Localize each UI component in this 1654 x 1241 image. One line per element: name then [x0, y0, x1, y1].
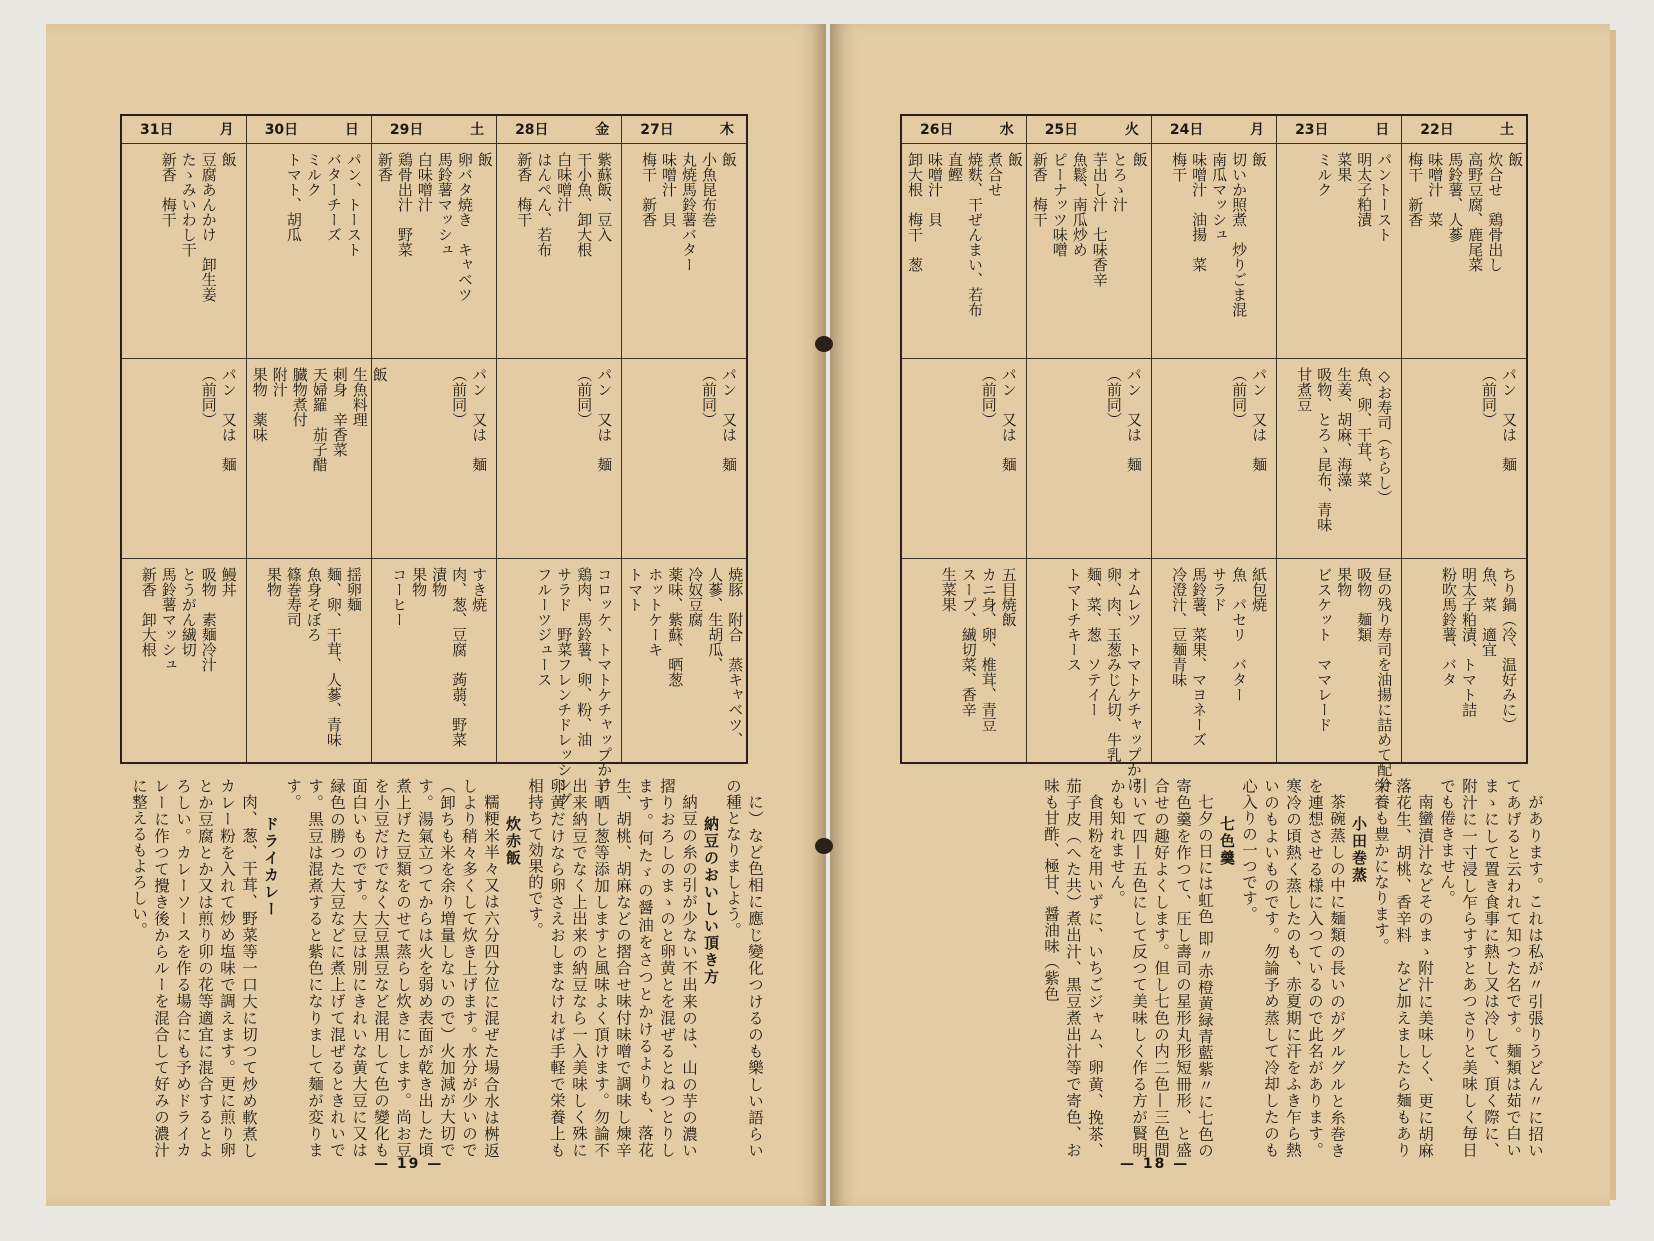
- section-heading: 炊赤飯: [504, 815, 522, 867]
- dinner-row: [121, 558, 747, 763]
- right-page: [830, 24, 1610, 1206]
- lunch-cell: [622, 358, 747, 558]
- menu-text: パン 又は 麺 （前同）: [1104, 366, 1143, 472]
- date-label: 24日: [1169, 122, 1204, 139]
- dinner-cell: [1402, 558, 1527, 763]
- menu-text: オムレツ トマトケチャップかけ 卵、肉、玉葱みじん切、牛乳 麺、菜、葱 ソテイー トマトチキース: [1064, 566, 1143, 792]
- menu-text: パン、トースト バターチーズ ミルク トマト、胡瓜: [284, 151, 363, 257]
- menu-text: 飯 豆腐あんかけ 卸生姜 たゝみいわし干 新香 梅干: [159, 151, 238, 302]
- section-heading: 七色羹: [1218, 815, 1236, 867]
- paragraph: 茶碗蒸しの中に麺類の長いのがグルグルと糸巻きを連想させる様に入つているので此名があります。寒冷の頃熱く蒸したのも、赤夏期に汗をふき乍ら熱いのもよいものです。勿論予め蒸して冷却したのも心入りの一つです。: [1240, 778, 1346, 1158]
- section-heading: 納豆のおいしい頂き方: [702, 815, 720, 986]
- menu-text: パン 又は 麺 （前同）: [1230, 366, 1269, 472]
- breakfast-cell: [1151, 143, 1276, 358]
- menu-text: パン 又は 麺 （前同）: [700, 366, 738, 472]
- lunch-cell: [371, 358, 496, 558]
- weekday-label: 日: [1375, 122, 1390, 139]
- date-header: [246, 115, 371, 143]
- lunch-cell: [1151, 358, 1276, 558]
- menu-text: 鰻丼 吸物 素麺冷汁 とうがん繊切 馬鈴薯マッシュ 新香 卸大根: [139, 566, 238, 672]
- paragraph: 七夕の日には虹色 即〃赤橙黄緑青藍紫〃に七色の寄色羹を作つて、圧し壽司の星形丸形短冊形、と盛合せの趣好よくします。但し七色の内二色—三色間引いて四—五色にして反つて美味しく作る方が賢明かも知れません。: [1108, 778, 1214, 1158]
- left-page: [46, 24, 826, 1206]
- weekday-label: 水: [999, 122, 1014, 139]
- breakfast-cell: [497, 143, 622, 358]
- breakfast-cell: [1026, 143, 1151, 358]
- date-label: 30日: [264, 122, 299, 139]
- weekday-label: 火: [1124, 122, 1139, 139]
- menu-text: ◇お寿司（ちらし） 魚、卵、干茸、菜 生姜、胡麻、海藻 吸物、とろゝ昆布、青味 甘煮豆: [1295, 366, 1394, 532]
- date-label: 26日: [920, 122, 954, 139]
- weekday-label: 日: [344, 122, 359, 139]
- menu-text: すき焼 肉、葱、豆腐 蒟蒻、野菜 漬物 果物 コーヒー: [390, 566, 489, 747]
- binding-hole: [815, 336, 833, 352]
- menu-text: パントースト 明太子粕漬 菜果 ミルク: [1315, 151, 1394, 242]
- dinner-row: [901, 558, 1527, 763]
- menu-text: コロッケ、トマトケチャップかけ 鶏肉、馬鈴薯、卵、粉、油 サラド 野菜フレンチドレッシング フルーツジュース: [535, 566, 614, 807]
- breakfast-cell: [371, 143, 496, 358]
- section-heading: 小田巻蒸: [1350, 815, 1368, 884]
- dinner-cell: [1151, 558, 1276, 763]
- breakfast-row: [901, 143, 1527, 358]
- section-heading: ドライカレー: [262, 815, 280, 918]
- menu-text: パン 又は 麺 （前同）: [199, 366, 238, 472]
- menu-text: パン 又は 麺 （前同）: [450, 366, 489, 472]
- paragraph: 食用粉を用いずに、いちごジャム、卵黄、挽茶、茄子皮（へた共）煮出汁、黒豆煮出汁等で寄色、お味も甘酢、極甘、醤油味（紫色: [1042, 778, 1104, 1158]
- paragraph: 納豆の糸の引が少ない不出来のは、山の芋の濃い摺りおろしのまゝのと卵黄とを混ぜるとねつとりします。何たゞの醤油をさつとかけるよりも、落花生、胡桃、胡麻などの摺合せ味付味噌で調味し煉辛子晒し葱等添加しますと風味よく頂けます。勿論不出来納豆でなく上出来の納豆なら一入美味しく殊に卵黄だけなら卵さえおしまなければ手軽で栄養上も相持ちて効果的です。: [526, 778, 698, 1158]
- menu-text: パン 又は 麺 （前同）: [979, 366, 1018, 472]
- lunch-cell: [901, 358, 1026, 558]
- dinner-cell: [246, 558, 371, 763]
- weekday-label: 木: [720, 122, 734, 139]
- paragraph: 糯粳米半々又は六分四分位に混ぜた場合水は桝返しより稍々多くして炊き上げます。水分が少いので（卸ちも米を余り増量しないので）火加減が大切です。湯氣立つてからは火を弱め表面が乾き出した頃煮上げた豆類をのせて蒸らし炊きにします。尚お豆を小豆だけでなく大豆黒豆など混用して色の變化も面白いものです。大豆は別にきれいな黄大豆に又は緑色の勝つた大豆などに煮上げて混ぜるときれいです。黒豆は混煮すると紫色になりまして麺が変ります。: [284, 778, 500, 1158]
- date-label: 31日: [140, 122, 174, 139]
- paragraph: 南蠻漬汁などそのまゝ附汁に美味しく、更に胡麻落花生、胡桃、香辛料 など加えましたら麺もあり栄養も豊かになります。: [1372, 778, 1434, 1158]
- menu-text: 飯 煮合せ 焼麩、干ぜんまい、若布 直鰹 味噌汁 貝 卸大根 梅干 葱: [906, 151, 1024, 317]
- breakfast-cell: [901, 143, 1026, 358]
- breakfast-row: [121, 143, 747, 358]
- lunch-cell: [1026, 358, 1151, 558]
- paragraph: に）など色相に應じ變化つけるのも樂しい語らいの種となりましよう。: [724, 778, 764, 1158]
- date-label: 25日: [1044, 122, 1079, 139]
- dinner-cell: [371, 558, 496, 763]
- page-number: — 18 —: [1120, 1156, 1190, 1172]
- menu-text: 飯 炊合せ 鶏骨出し 高野豆腐、鹿尾菜 馬鈴薯、人蔘 味噌汁 菜 梅干 新香: [1406, 151, 1525, 272]
- weekday-label: 土: [1500, 122, 1514, 139]
- page-number: — 19 —: [374, 1156, 444, 1172]
- date-header: [1402, 115, 1527, 143]
- lunch-row: [901, 358, 1527, 558]
- lunch-cell: [1277, 358, 1402, 558]
- menu-text: 紫蘇飯、豆入 干小魚、卸大根 白味噌汁 はんぺん、若布 新香 梅干: [515, 151, 614, 257]
- recipe-text-right: [878, 778, 1546, 1158]
- menu-text: 紙包焼 魚 パセリ バター サラド 馬鈴薯、菜果、マヨネーズ 冷澄汁、豆麺青味: [1170, 566, 1269, 747]
- menu-table-right: [900, 114, 1528, 792]
- weekday-label: 月: [219, 122, 234, 139]
- menu-text: 飯 小魚昆布巻 丸焼馬鈴薯バター 味噌汁 貝 梅干 新香: [640, 151, 738, 272]
- menu-header-row: [121, 115, 747, 143]
- date-header: [497, 115, 622, 143]
- menu-text: 焼豚 附合 蒸キャベツ、 人蔘、生胡瓜、 冷奴豆腐 薬味、紫蘇、晒葱 ホットケーキ トマト: [626, 566, 745, 747]
- dinner-cell: [121, 558, 246, 763]
- date-header: [121, 115, 246, 143]
- menu-text: 飯 卵バタ焼き キャベツ 馬鈴薯マッシュ 白味噌汁 鶏骨出汁 野菜 新香: [375, 151, 494, 302]
- breakfast-cell: [1277, 143, 1402, 358]
- date-header: [1277, 115, 1402, 143]
- lunch-row: [121, 358, 747, 558]
- binding-hole: [815, 838, 833, 854]
- date-label: 22日: [1420, 122, 1454, 139]
- weekday-label: 月: [1250, 122, 1265, 139]
- dinner-cell: [497, 558, 622, 807]
- menu-text: ちり鍋（冷、温好みに） 魚、菜 適宜 明太子粕漬、トマト詰 粉吹馬鈴薯、バタ: [1440, 566, 1518, 732]
- menu-text: 五目焼飯 カニ身、卵、椎茸、青豆 スープ、繊切菜、香辛 生菜果: [939, 566, 1018, 732]
- menu-text: 飯 とろゝ汁 芋出し汁 七味香辛 魚鬆、南瓜炒め ピーナッツ味噌 新香 梅干: [1030, 151, 1149, 287]
- date-label: 29日: [389, 122, 424, 139]
- weekday-label: 土: [470, 122, 485, 139]
- menu-text: パン 又は 麺 （前同）: [575, 366, 614, 472]
- paragraph: 肉、葱、干茸、野菜等一口大に切つて炒め軟煮しカレー粉を入れて炒め塩味で調えます。更に煎り卵とか豆腐とか又は煎り卯の花等適宜に混合するとよろしい。カレーソースを作る場合にも予めドライカレーに作つて攪き後からルーを混合して好みの濃汁に整えるもよろしい。: [130, 778, 258, 1158]
- lunch-cell: [246, 358, 389, 558]
- breakfast-cell: [246, 143, 371, 358]
- paragraph: があります。これは私が〃引張りうどん〃に招いてあげると云われて知つた名です。麺類は茹で白いまゝにして置き食事に熱し又は冷して、頂く際に、附汁に一寸浸し乍らすすとあつさりと美味しく毎日でも倦きません。: [1438, 778, 1544, 1158]
- breakfast-cell: [622, 143, 747, 358]
- menu-text: 揺卵麺 麺、卵、干茸、人蔘、青味 魚身そぼろ 篠巻寿司 果物: [264, 566, 363, 747]
- date-label: 23日: [1295, 122, 1329, 139]
- weekday-label: 金: [595, 122, 610, 139]
- lunch-cell: [1402, 358, 1527, 558]
- date-header: [371, 115, 496, 143]
- menu-text: 飯 切いか照煮 炒りごま混 南瓜マッシュ 味噌汁 油揚 菜 梅干: [1170, 151, 1269, 317]
- date-header: [1151, 115, 1276, 143]
- menu-text: 飯 生魚料理 刺身 辛香菜 天婦羅 茄子醋 臓物煮付 附汁 果物 薬味: [250, 366, 389, 472]
- dinner-cell: [622, 558, 747, 763]
- dinner-cell: [901, 558, 1026, 763]
- lunch-cell: [497, 358, 622, 558]
- date-header: [1026, 115, 1151, 143]
- breakfast-cell: [121, 143, 246, 358]
- breakfast-cell: [1402, 143, 1527, 358]
- date-label: 28日: [515, 122, 549, 139]
- date-header: [901, 115, 1026, 143]
- dinner-cell: [1277, 558, 1402, 792]
- menu-text: パン 又は 麺 （前同）: [1480, 366, 1518, 472]
- menu-header-row: [901, 115, 1527, 143]
- date-label: 27日: [640, 122, 674, 139]
- menu-text: 昼の残り寿司を油揚に詰めて配分 吸物 麺類 果物 ビスケット ママレード: [1315, 566, 1394, 792]
- date-header: [622, 115, 747, 143]
- lunch-cell: [121, 358, 246, 558]
- dinner-cell: [1026, 558, 1151, 792]
- menu-table-left: [120, 114, 748, 807]
- recipe-text-left: [106, 778, 766, 1158]
